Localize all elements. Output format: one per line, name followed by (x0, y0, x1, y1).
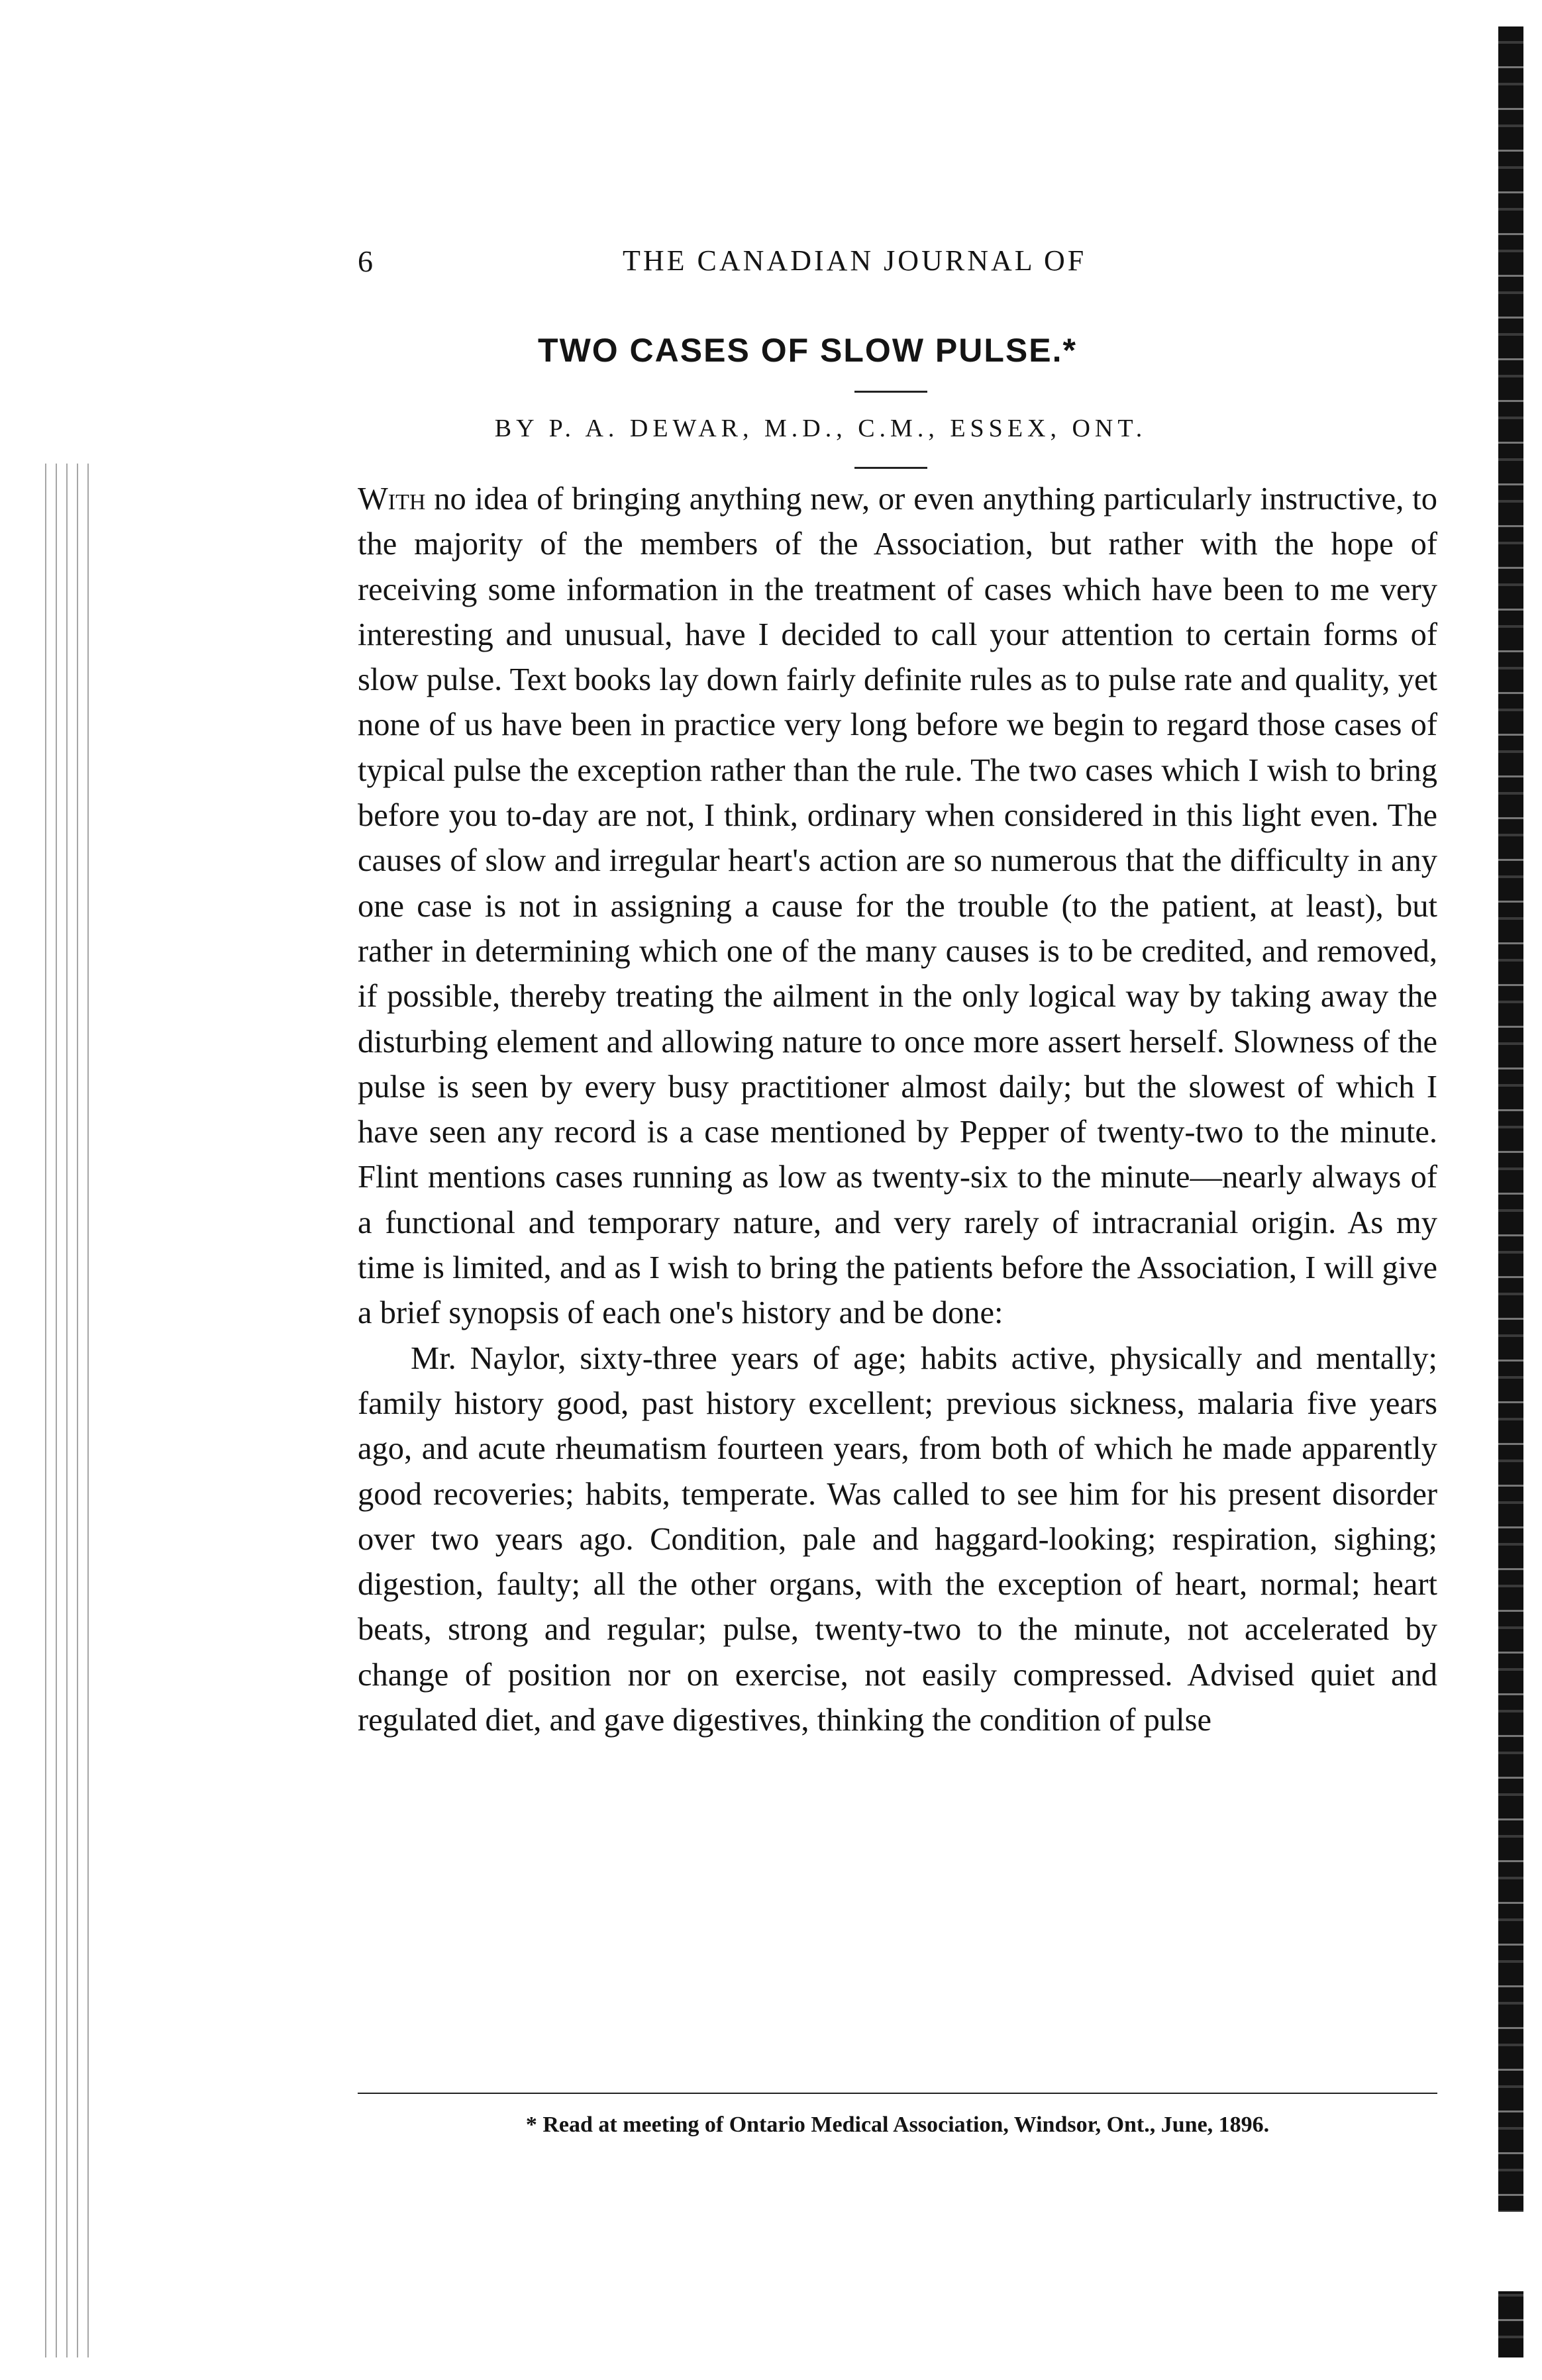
article-byline: BY P. A. DEWAR, M.D., C.M., ESSEX, ONT. (494, 415, 1147, 442)
page-number: 6 (358, 244, 373, 278)
running-head: THE CANADIAN JOURNAL OF (623, 244, 1087, 277)
byline-rule (854, 467, 927, 469)
article-body (358, 477, 1437, 1743)
title-rule (854, 391, 927, 393)
paragraph-case-one: Mr. Naylor, sixty-three years of age; habits active, physically and mentally; family history good, past history excellent; previous sickness, malaria five years ago, and acute rheumatism fourteen years, from both of which he made apparently good recoveries; habits, temperate. Was called to see him for his present disorder over two years ago. Condition, pale and haggard-looking; respiration, sighing; digestion, faulty; all the other organs, with the exception of heart, normal; heart beats, strong and regular; pulse, twenty-two to the minute, not accelerated by change of position nor on exercise, not easily compressed. Advised quiet and regulated diet, and gave digestives, thinking the condition of pulse (358, 1340, 1437, 1738)
page-header (0, 244, 1542, 283)
paragraph-intro (358, 477, 1437, 1336)
article-title: TWO CASES OF SLOW PULSE.* (538, 332, 1077, 369)
lead-word: With (358, 481, 426, 517)
scan-edge-left (41, 464, 93, 2357)
paragraph-intro-text: no idea of bringing anything new, or even anything particularly instructive, to the majority of the members of the Association, but rather with the hope of receiving some information in the treatment of cases which have been to me very interesting and unusual, have I decided to call your attention to certain forms of slow pulse. Text books lay down fairly definite rules as to pulse rate and quality, yet none of us have been in practice very long before we begin to regard those cases of typical pulse the exception rather than the rule. The two cases which I wish to bring before you to-day are not, I think, ordinary when considered in this light even. The causes of slow and irregular heart's action are so numerous that the difficulty in any one case is not in assigning a cause for the trouble (to the patient, at least), but rather in determining which one of the many causes is to be credited, and removed, if possible, thereby treating the ailment in the only logical way by taking away the disturbing element and allowing nature to once more assert herself. Slowness of the pulse is seen by every busy practitioner almost daily; but the slowest of which I have seen any record is a case mentioned by Pepper of twenty-two to the minute. Flint mentions cases running as low as twenty-six to the minute—nearly always of a functional and temporary nature, and very rarely of intracranial origin. As my time is limited, and as I wish to bring the patients before the Association, I will give a brief synopsis of each one's history and be done: (358, 481, 1437, 1331)
footnote-rule (358, 2093, 1437, 2094)
footnote: * Read at meeting of Ontario Medical Association, Windsor, Ont., June, 1896. (525, 2112, 1270, 2137)
scan-edge-gap (1498, 2212, 1523, 2291)
scan-edge-right (1498, 26, 1523, 2357)
